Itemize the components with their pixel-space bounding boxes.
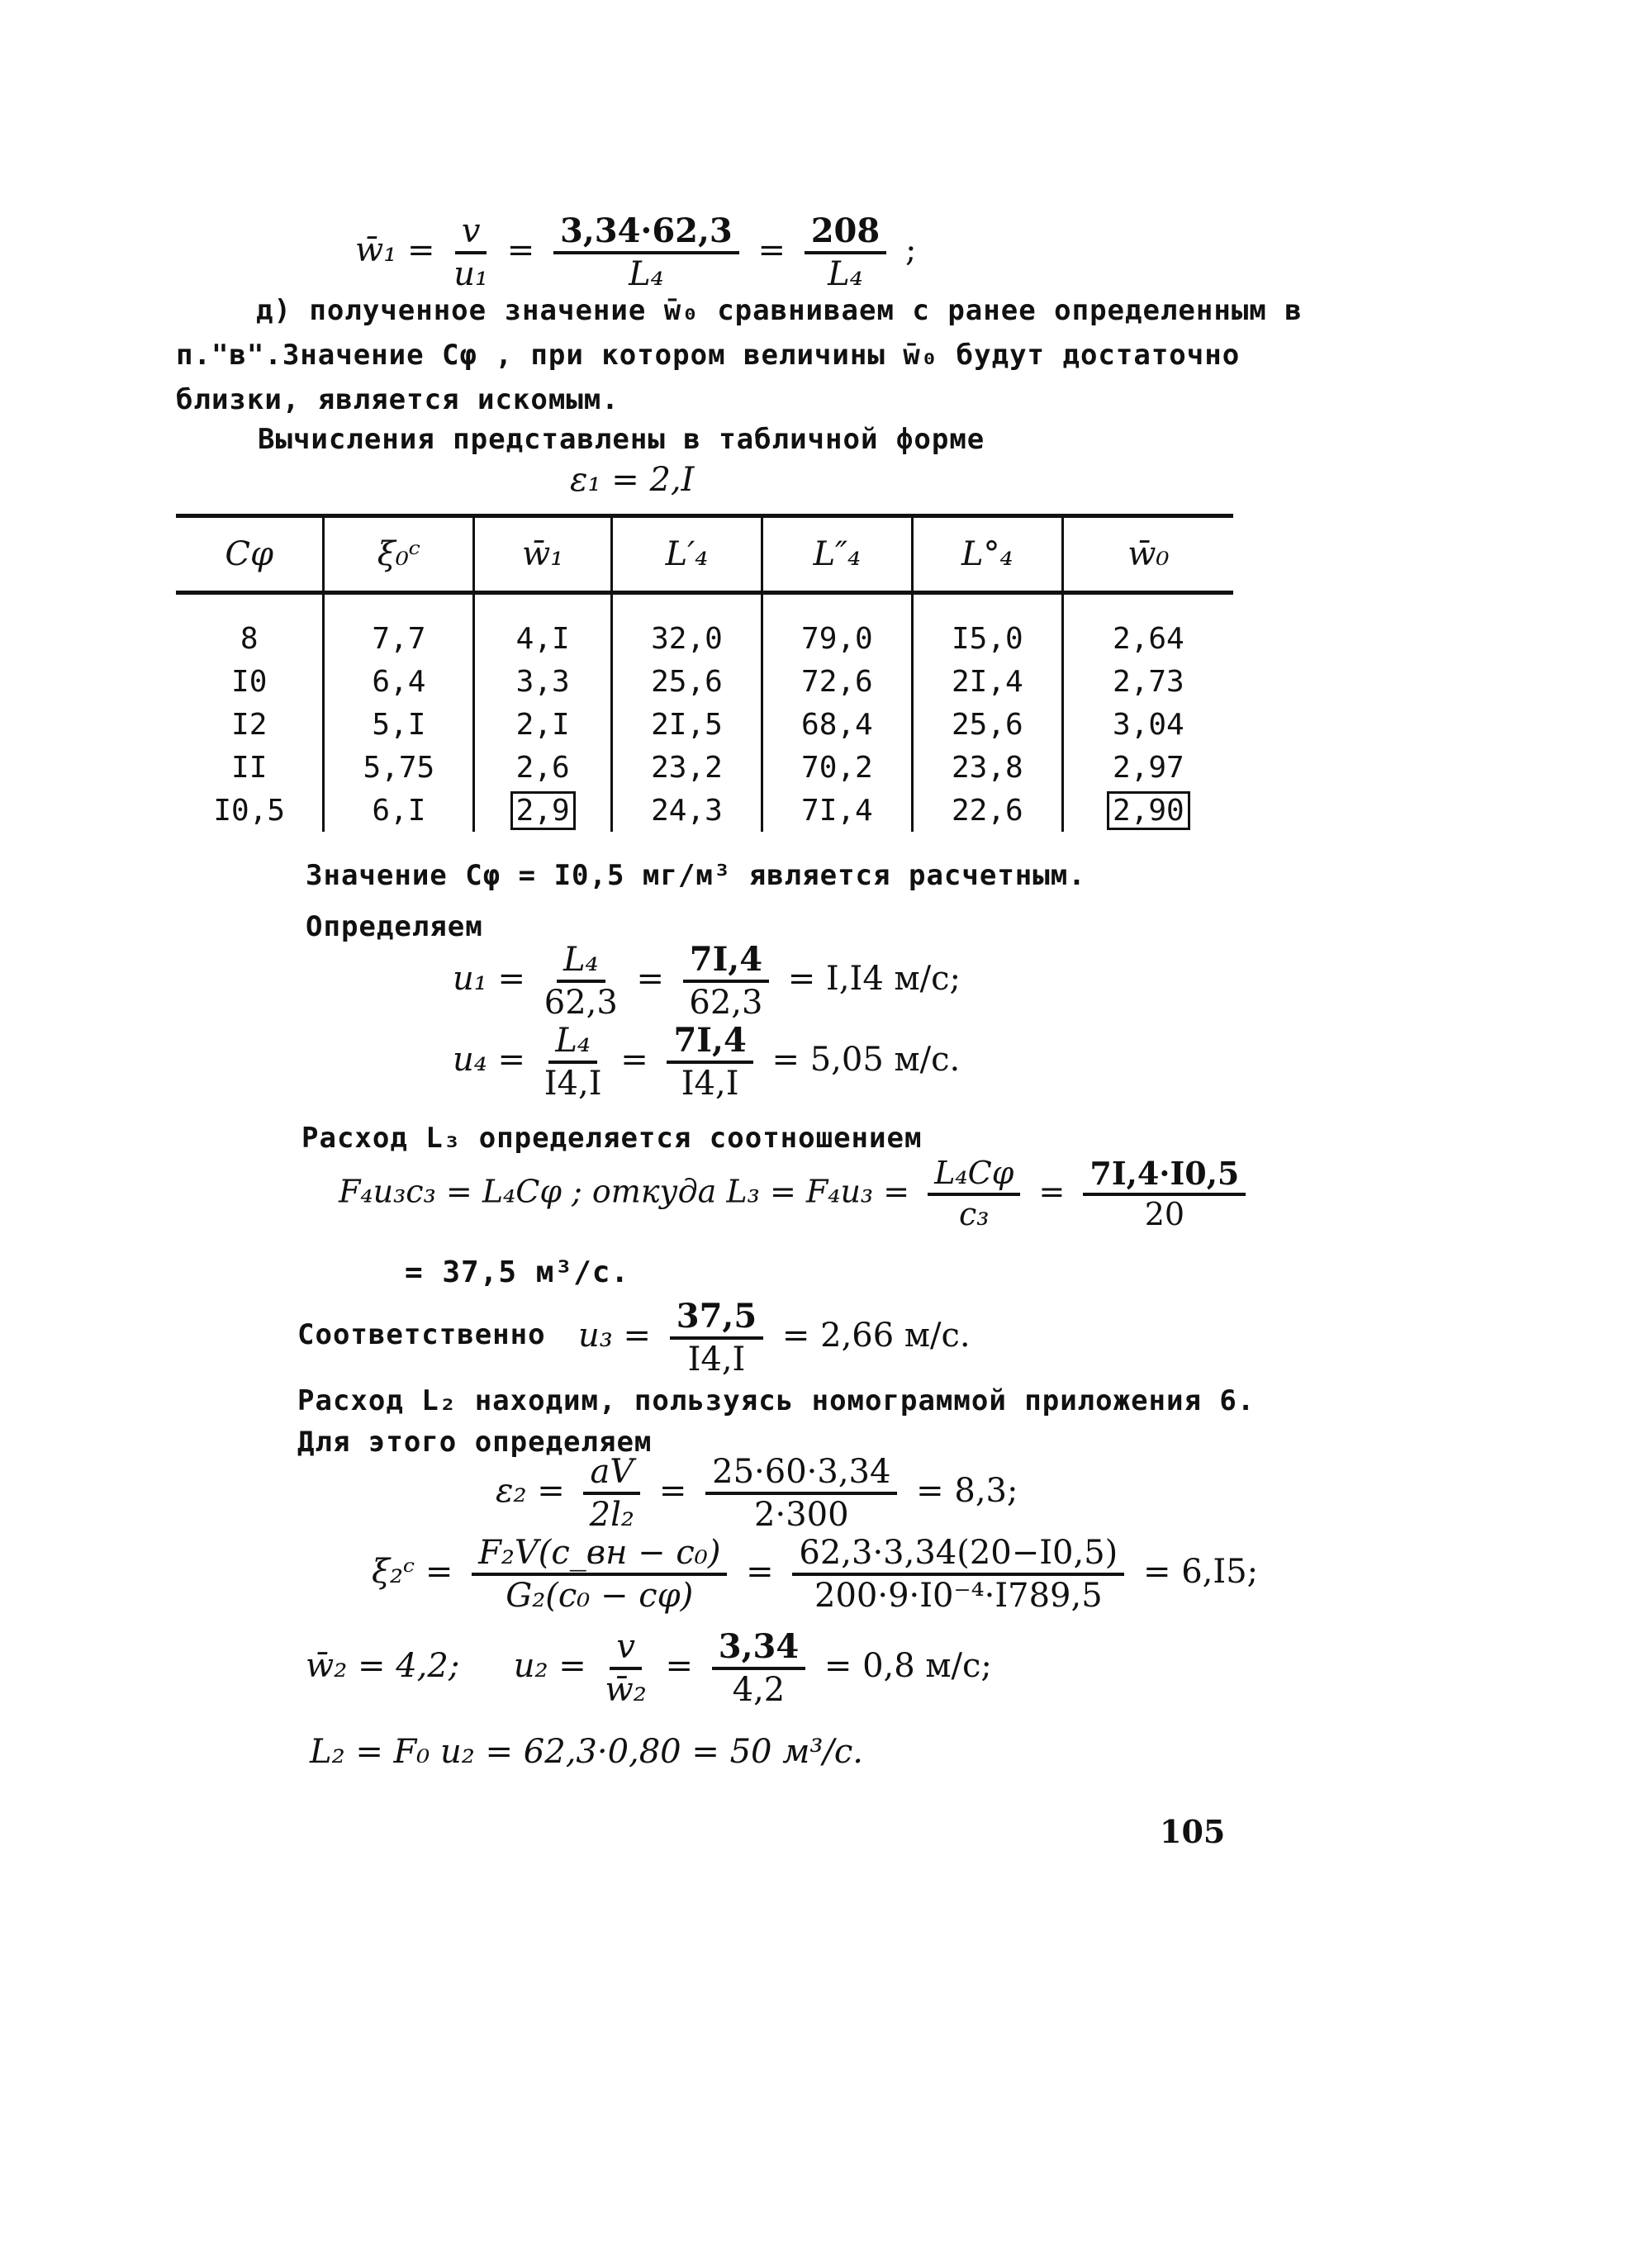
- table-cell: I2: [176, 703, 324, 746]
- table-row: [176, 593, 1233, 661]
- xi2-den2: 200·9·I0⁻⁴·I789,5: [814, 1577, 1103, 1615]
- u1-den: 62,3: [544, 984, 618, 1022]
- table-cell: I5,0: [912, 593, 1062, 661]
- table-cell: 23,8: [912, 746, 1062, 789]
- u2-den2: 4,2: [732, 1671, 786, 1709]
- table-cell: 2,73: [1113, 664, 1184, 699]
- u2-num: v: [610, 1629, 642, 1670]
- u1-den2: 62,3: [689, 984, 763, 1022]
- col-header: w̄₁: [474, 516, 612, 593]
- u4-den2: I4,I: [681, 1065, 739, 1103]
- w2-lhs: w̄₂ = 4,2;: [306, 1647, 460, 1685]
- eps2-frac2: [705, 1454, 897, 1533]
- value-line: Значение Cφ = I0,5 мг/м³ является расчетным.: [306, 859, 1086, 892]
- boxed-value: 2,90: [1107, 791, 1190, 830]
- u1-num2: 7I,4: [683, 942, 769, 983]
- table-cell: 8: [176, 593, 324, 661]
- col-header: L°₄: [912, 516, 1062, 593]
- for-this-label: Для этого определяем: [297, 1426, 653, 1459]
- col-header: w̄₀: [1062, 516, 1233, 593]
- formula-w1-lhs: w̄₁ =: [355, 231, 435, 269]
- rashod-l3: Расход L₃ определяется соотношением: [301, 1122, 923, 1155]
- frac1-num: v: [455, 213, 487, 254]
- table-cell: I0: [176, 660, 324, 703]
- table-cell: 3,3: [474, 660, 612, 703]
- table-cell: 2I,4: [912, 660, 1062, 703]
- determine-label: Определяем: [306, 910, 483, 943]
- u3-num: 37,5: [670, 1298, 763, 1340]
- formula-w2: w̄₂ = 4,2; u₂ = $\frac{v}{\text{w̄₂}}$ = $\frac{3,34}{4,2}$ = 0,8 м/с;: [306, 1627, 992, 1709]
- u1-num: L₄: [557, 942, 605, 983]
- boxed-value: 2,9: [510, 791, 576, 830]
- table-cell: 6,I: [324, 789, 474, 832]
- formula-u3: [578, 1298, 971, 1378]
- u1-lhs: u₁ =: [453, 960, 526, 998]
- l3-frac: [928, 1156, 1020, 1232]
- u4-num: L₄: [548, 1023, 597, 1064]
- table-cell: 72,6: [762, 660, 912, 703]
- col-header: ξ₀ᶜ: [324, 516, 474, 593]
- u4-res: = 5,05 м/с.: [771, 1041, 961, 1079]
- u1-res: = I,I4 м/с;: [787, 960, 961, 998]
- frac3-num: 208: [805, 213, 887, 254]
- table-cell: [1062, 789, 1233, 832]
- table-cell: 2,I: [474, 703, 612, 746]
- u2-num2: 3,34: [712, 1629, 805, 1670]
- l3-result: = 37,5 м³/с.: [405, 1255, 630, 1289]
- table-cell: 2,6: [474, 746, 612, 789]
- u3-frac: [670, 1298, 763, 1378]
- u3-res: = 2,66 м/с.: [781, 1317, 971, 1355]
- u2-den: w̄₂: [605, 1671, 647, 1709]
- formula-w1-frac3: [805, 213, 887, 292]
- para-d-line1: д) полученное значение w̄₀ сравниваем с ранее определенным в: [256, 294, 1303, 327]
- u1-frac: [544, 942, 618, 1021]
- formula-w1: w̄₁ = $\frac{v}{\text{u₁}}$ = $\frac{3,34\cdot 62,3}{\text{L₄}}$ = $\frac{208}{\text{L₄}}$ ;: [355, 211, 917, 293]
- l3-num: L₄Cφ: [928, 1156, 1020, 1196]
- table-cell: I0,5: [176, 789, 324, 832]
- formula-l2: L₂ = F₀ u₂ = 62,3·0,80 = 50 м³/с.: [310, 1733, 863, 1771]
- formula-xi2: ξ₂ᶜ = $\frac{\text{F₂V(c\_вн − c₀)}}{\text{G₂(c₀ − cφ)}}$ = $\frac{62,3\cdot 3,34(20-I0,5)}{\text{200·9·I0⁻⁴·I789,5}}$ = 6,I5;: [372, 1534, 1259, 1615]
- u4-frac: [544, 1023, 602, 1102]
- l3-frac2: [1083, 1156, 1246, 1232]
- table-header-row: [176, 516, 1233, 593]
- table-cell: 23,2: [612, 746, 762, 789]
- formula-w1-frac1: [453, 213, 488, 292]
- table-cell: II: [176, 746, 324, 789]
- table-cell: 2,97: [1113, 750, 1184, 785]
- rashod-l2: Расход L₂ находим, пользуясь номограммой приложения 6.: [297, 1384, 1256, 1417]
- formula-w1-end: ;: [904, 231, 917, 269]
- table-cell: 2I,5: [612, 703, 762, 746]
- eps2-lhs: ε₂ =: [496, 1472, 565, 1510]
- u4-frac2: [667, 1023, 752, 1102]
- col-header: Cφ: [176, 516, 324, 593]
- formula-w1-frac2: [553, 213, 739, 292]
- table-cell: 5,I: [324, 703, 474, 746]
- eps2-num: aV: [583, 1454, 640, 1495]
- xi2-frac2: [792, 1535, 1124, 1614]
- table-row: [176, 703, 1233, 746]
- table-cell: 2,64: [1113, 621, 1184, 656]
- col-header: L″₄: [762, 516, 912, 593]
- u2-frac: [605, 1629, 647, 1708]
- l3-num2: 7I,4·I0,5: [1083, 1156, 1246, 1196]
- accordingly-label: Соответственно: [297, 1318, 546, 1351]
- u4-den: I4,I: [544, 1065, 602, 1103]
- u3-lhs: u₃ =: [578, 1317, 652, 1355]
- table-intro: Вычисления представлены в табличной форме: [258, 423, 985, 456]
- table-cell: 3,04: [1113, 707, 1184, 742]
- table-cell: [474, 789, 612, 832]
- table-cell: 25,6: [912, 703, 1062, 746]
- u2-res: = 0,8 м/с;: [824, 1647, 992, 1685]
- xi2-frac: [472, 1535, 727, 1614]
- u3-den: I4,I: [687, 1341, 746, 1379]
- frac1-den: u₁: [453, 255, 489, 293]
- u4-num2: 7I,4: [667, 1023, 752, 1064]
- table-cell: 32,0: [612, 593, 762, 661]
- eps-label: ε₁ = 2,I: [570, 461, 695, 499]
- formula-u1: u₁ = $\frac{\text{L₄}}{62,3}$ = $\frac{7I,4}{62,3}$ = I,I4 м/с;: [453, 940, 961, 1022]
- table-row: [176, 660, 1233, 703]
- formula-u4: u₄ = $\frac{\text{L₄}}{I4,I}$ = $\frac{7I,4}{I4,I}$ = 5,05 м/с.: [453, 1021, 961, 1103]
- xi2-num: F₂V(c_вн − c₀): [472, 1535, 727, 1576]
- table-cell: 7I,4: [762, 789, 912, 832]
- table-cell: 25,6: [612, 660, 762, 703]
- table-cell: 4,I: [474, 593, 612, 661]
- eps2-frac: [583, 1454, 640, 1533]
- l3-den2: 20: [1144, 1195, 1185, 1232]
- xi2-den: G₂(c₀ − cφ): [506, 1577, 694, 1615]
- table-cell: 79,0: [762, 593, 912, 661]
- table-cell: 22,6: [912, 789, 1062, 832]
- table-cell: 6,4: [324, 660, 474, 703]
- eps2-den2: 2·300: [754, 1496, 849, 1534]
- frac3-den: L₄: [828, 255, 863, 293]
- eps2-num2: 25·60·3,34: [705, 1454, 897, 1495]
- eps2-den: 2l₂: [589, 1496, 634, 1534]
- table-cell: 70,2: [762, 746, 912, 789]
- u2-frac2: [712, 1629, 805, 1708]
- xi2-res: = 6,I5;: [1143, 1553, 1259, 1591]
- table-row: [176, 746, 1233, 789]
- formula-l3: F₄u₃c₃ = L₄Cφ ; откуда L₃ = F₄u₃ = $\frac{\text{L₄Cφ}}{\text{c₃}}$ = $\frac{7I,4\cdot I0,5}{20}$: [339, 1156, 1254, 1232]
- eps2-res: = 8,3;: [916, 1472, 1018, 1510]
- l3-den: c₃: [959, 1195, 990, 1232]
- calc-table: [176, 514, 1233, 832]
- para-d-line2: п."в".Значение Cφ , при котором величины w̄₀ будут достаточно: [176, 339, 1241, 372]
- l3-left: F₄u₃c₃ = L₄Cφ ; откуда L₃ = F₄u₃ =: [339, 1173, 910, 1210]
- col-header: L′₄: [612, 516, 762, 593]
- frac2-num: 3,34·62,3: [553, 213, 739, 254]
- table-cell: 68,4: [762, 703, 912, 746]
- u2-lhs: u₂ =: [513, 1647, 586, 1685]
- page-number: 105: [1160, 1813, 1226, 1850]
- xi2-lhs: ξ₂ᶜ =: [372, 1553, 453, 1591]
- frac2-den: L₄: [629, 255, 664, 293]
- xi2-num2: 62,3·3,34(20−I0,5): [792, 1535, 1124, 1576]
- u1-frac2: [683, 942, 769, 1021]
- table-row: [176, 789, 1233, 832]
- table-cell: 24,3: [612, 789, 762, 832]
- para-d-line3: близки, является искомым.: [176, 383, 620, 416]
- table-cell: 5,75: [324, 746, 474, 789]
- u4-lhs: u₄ =: [453, 1041, 526, 1079]
- table-cell: 7,7: [324, 593, 474, 661]
- formula-eps2: ε₂ = $\frac{aV}{\text{2l₂}}$ = $\frac{25\cdot 60\cdot 3,34}{2\cdot 300}$ = 8,3;: [496, 1453, 1018, 1534]
